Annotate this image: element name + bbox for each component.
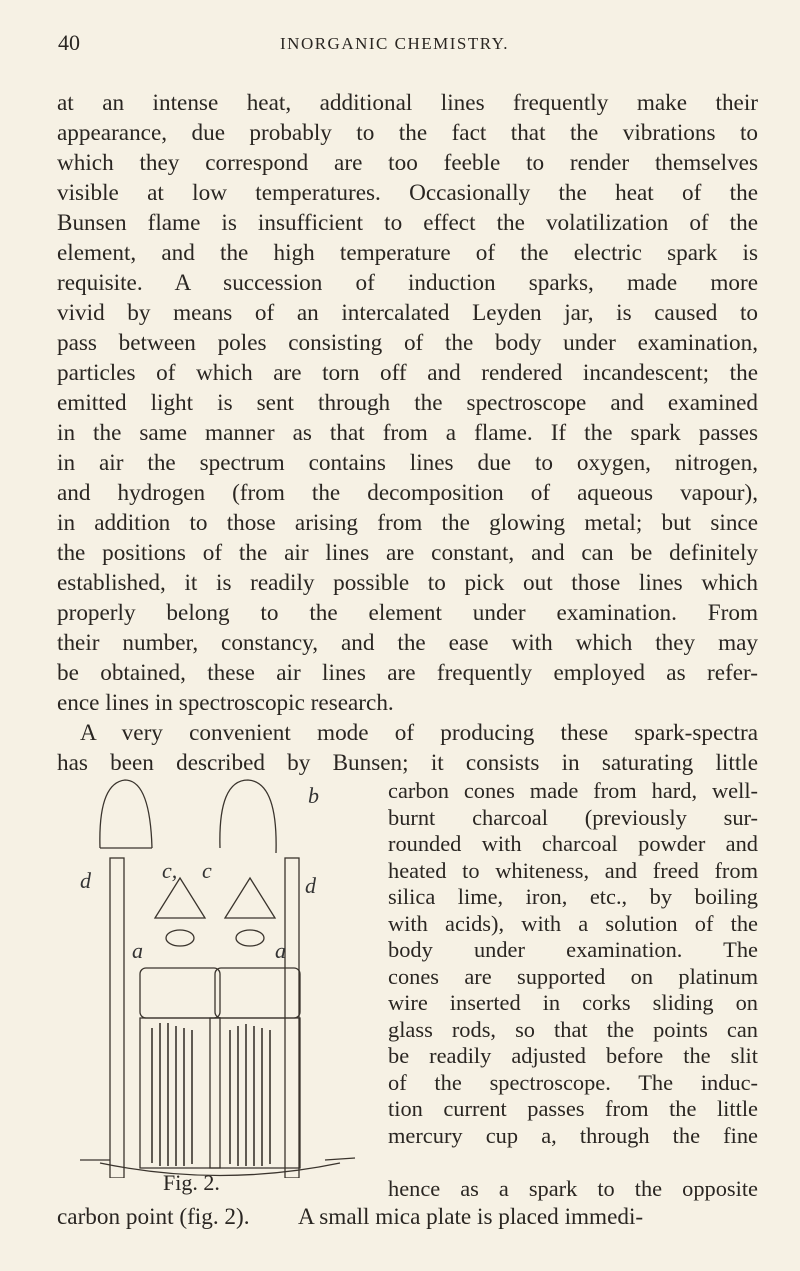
text-line: tion current passes from the little: [388, 1096, 758, 1121]
label-b: b: [308, 783, 319, 808]
text-line: hence as a spark to the opposite: [388, 1175, 758, 1201]
text-line: requisite. A succession of induction sparks, made more: [57, 270, 758, 296]
right-top-arch: [220, 780, 276, 853]
label-c-right: c: [202, 858, 212, 883]
text-line: of the spectroscope. The induc-: [388, 1069, 758, 1095]
text-line: ence lines in spectroscopic research.: [57, 690, 394, 716]
text-line: with acids), with a solution of the: [388, 910, 758, 936]
right-carbon-cone: [225, 878, 275, 918]
label-a-right: a: [275, 938, 286, 963]
text-line: body under examination. The: [388, 937, 758, 962]
text-line: glass rods, so that the points can: [388, 1016, 758, 1042]
text-line: carbon cones made from hard, well-: [388, 778, 758, 803]
text-line: at an intense heat, additional lines frequently make their: [57, 90, 758, 116]
text-line: be obtained, these air lines are frequently employed as refer-: [57, 660, 758, 686]
text-line: appearance, due probably to the fact that the vibrations to: [57, 120, 758, 146]
text-line: vivid by means of an intercalated Leyden jar, is caused to: [57, 300, 758, 326]
text-line: cones are supported on platinum: [388, 963, 758, 989]
text-line: wire inserted in corks sliding on: [388, 990, 758, 1015]
text-line: properly belong to the element under examination. From: [57, 600, 758, 626]
text-line: established, it is readily possible to pick out those lines which: [57, 570, 758, 596]
text-line: silica lime, iron, etc., by boiling: [388, 884, 758, 909]
text-line: mercury cup a, through the fine: [388, 1122, 758, 1148]
text-line: and hydrogen (from the decomposition of aqueous vapour),: [57, 480, 758, 506]
text-line: burnt charcoal (previously sur-: [388, 804, 758, 830]
figure-caption: Fig. 2.: [163, 1170, 220, 1195]
text-line: A very convenient mode of producing these spark-spectra: [80, 720, 758, 746]
label-c-left: c,: [162, 858, 178, 883]
text-line: particles of which are torn off and rendered incandescent; the: [57, 360, 758, 386]
text-line: element, and the high temperature of the electric spark is: [57, 240, 758, 266]
text-line: heated to whiteness, and freed from: [388, 857, 758, 883]
final-line-left: carbon point (fig. 2).: [57, 1204, 250, 1230]
label-a-left: a: [132, 938, 143, 963]
text-line: which they correspond are too feeble to render themselves: [57, 150, 758, 176]
text-line: pass between poles consisting of the body under examination,: [57, 330, 758, 356]
label-d-right: d: [305, 873, 316, 898]
figure-illustration: [80, 768, 380, 1178]
label-d-left: d: [80, 868, 91, 893]
left-carbon-cone: [155, 878, 205, 918]
final-line-right: A small mica plate is placed immedi-: [298, 1204, 644, 1230]
page-number: 40: [58, 30, 80, 55]
text-line: be readily adjusted before the slit: [388, 1043, 758, 1068]
text-line: visible at low temperatures. Occasionally the heat of the: [57, 180, 758, 206]
text-line: Bunsen flame is insufficient to effect the volatilization of the: [57, 210, 758, 236]
text-line: has been described by Bunsen; it consists in saturating little: [57, 750, 758, 776]
text-line: in the same manner as that from a flame. If the spark passes: [57, 420, 758, 446]
text-line: in air the spectrum contains lines due to oxygen, nitrogen,: [57, 450, 758, 476]
running-title: INORGANIC CHEMISTRY.: [280, 34, 509, 53]
text-line: the positions of the air lines are constant, and can be definitely: [57, 540, 758, 566]
text-line: rounded with charcoal powder and: [388, 831, 758, 856]
left-top-arch: [100, 780, 152, 848]
text-line: their number, constancy, and the ease with which they may: [57, 630, 758, 656]
text-line: in addition to those arising from the glowing metal; but since: [57, 510, 758, 536]
text-line: emitted light is sent through the spectroscope and examined: [57, 390, 758, 416]
